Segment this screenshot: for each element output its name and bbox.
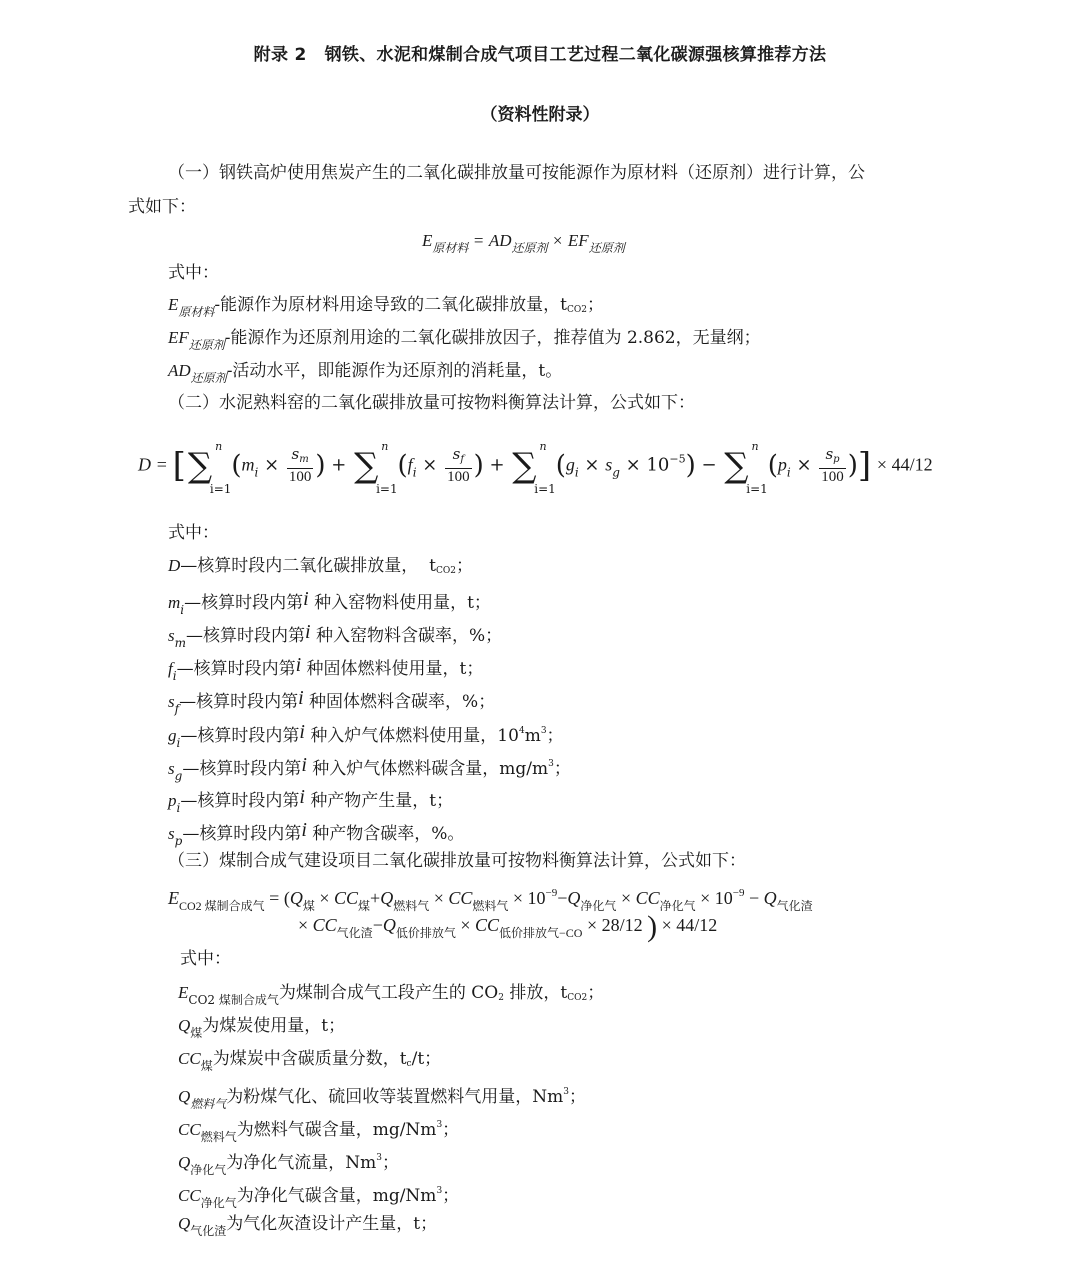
- section3-where-label: 式中：: [180, 949, 231, 969]
- section3-def-e: $E_{CO2 煤制合成气}$为煤制合成气工段产生的 CO2 排放，tCO2；: [178, 983, 605, 1007]
- section1-intro-line1: （一）钢铁高炉使用焦炭产生的二氧化碳排放量可按能源作为原材料（还原剂）进行计算，公: [168, 163, 865, 183]
- appendix-title: [0, 40, 1080, 65]
- section2-where-label: 式中：: [168, 523, 219, 543]
- sigma-icon: ∑ n i=1: [354, 439, 398, 496]
- section3-formula-line2: × $CC_{气化渣}-Q_{低价排放气} \times CC_{低价排放气-CO} \times 28/12$ ) × 44/12: [298, 909, 718, 943]
- sigma-icon: ∑ n i=1: [187, 439, 232, 496]
- appendix-title-text: 钢铁、水泥和煤制合成气项目工艺过程二氧化碳源强核算推荐方法: [324, 45, 827, 65]
- section1-def-ef: $EF_{还原剂}-$能源作为还原剂用途的二氧化碳排放因子，推荐值为 2.862，无量纲；: [168, 328, 761, 352]
- section3-def-q-purified: $Q_{净化气}$为净化气流量，Nm$^3$；: [178, 1153, 400, 1177]
- section2-def-g: $g_i—$核算时段内第i 种入炉气体燃料使用量，$10^4m^3$；: [168, 721, 564, 750]
- sigma-icon: ∑ n i=1: [724, 439, 768, 496]
- section1-formula: $E_{原材料} = AD_{还原剂} \times EF_{还原剂}$: [422, 231, 625, 255]
- section2-intro: （二）水泥熟料窑的二氧化碳排放量可按物料衡算法计算，公式如下：: [168, 393, 695, 413]
- section1-def-ad: $AD_{还原剂}-$活动水平，即能源作为还原剂的消耗量，t。: [168, 361, 563, 385]
- section3-def-cc-coal: $CC_煤$为煤炭中含碳质量分数，tc/t；: [178, 1049, 442, 1073]
- section3-def-q-slag: $Q_{气化渣}$为气化灰渣设计产生量，t；: [178, 1214, 438, 1238]
- section1-intro-line2: 式如下：: [128, 197, 196, 217]
- section3-def-q-coal: $Q_煤$为煤炭使用量，t；: [178, 1016, 346, 1040]
- sigma-icon: ∑ n i=1: [512, 439, 556, 496]
- section2-def-sf: $s_f—$核算时段内第i 种固体燃料含碳率，%；: [168, 687, 496, 716]
- section2-def-sg: $s_g—$核算时段内第i 种入炉气体燃料碳含量，$mg/m^3$；: [168, 754, 571, 783]
- section1-where-label: 式中：: [168, 263, 219, 283]
- section2-def-f: $f_i—$核算时段内第i 种固体燃料使用量，t；: [168, 654, 484, 683]
- appendix-number: 附录 2: [253, 45, 307, 65]
- section3-def-cc-fuelgas: $CC_{燃料气}$为燃料气碳含量，mg/Nm$^3$；: [178, 1120, 460, 1144]
- appendix-subtitle: （资料性附录）: [480, 105, 600, 125]
- section3-def-cc-purified: $CC_{净化气}$为净化气碳含量，mg/Nm$^3$；: [178, 1186, 460, 1210]
- section3-formula-line1: $E_{CO2 煤制合成气} = (Q_煤 \times CC_煤+Q_{燃料气} \times CC_{燃料气} \times 10^{-9}-Q_{净化气} \times CC_{净化气} \times 10^{-9} - Q_{气化渣}$: [168, 887, 813, 913]
- section2-def-sm: $s_m—$核算时段内第i 种入窑物料含碳率，%；: [168, 621, 503, 650]
- section3-def-q-fuelgas: $Q_{燃料气}$为粉煤气化、硫回收等装置燃料气用量，Nm$^3$；: [178, 1087, 587, 1111]
- section3-intro: （三）煤制合成气建设项目二氧化碳排放量可按物料衡算法计算，公式如下：: [168, 851, 746, 871]
- section2-def-m: $m_i—$核算时段内第i 种入窑物料使用量，t；: [168, 588, 491, 617]
- section2-def-d: D—核算时段内二氧化碳排放量， tCO2；: [168, 556, 473, 576]
- section2-def-p: $p_i—$核算时段内第i 种产物产生量，t；: [168, 786, 454, 815]
- section2-formula: D = [∑ n i=1 ($m_i$ × $\frac{s_m}{100}$ ) + ∑ n i=1 ($f_i$ × $\frac{s_f}{100}$ ) + ∑ n i=1 $(g_i \times s_g \times 10^{-5})$ − ∑ n i=1 ($p_i$ × $\frac{s_p}{100}$ )] × 44/12: [138, 439, 933, 496]
- section1-def-e: $E_{原材料}-$能源作为原材料用途导致的二氧化碳排放量，tCO2；: [168, 295, 604, 319]
- section2-def-sp: $s_p—$核算时段内第i 种产物含碳率，%。: [168, 819, 465, 848]
